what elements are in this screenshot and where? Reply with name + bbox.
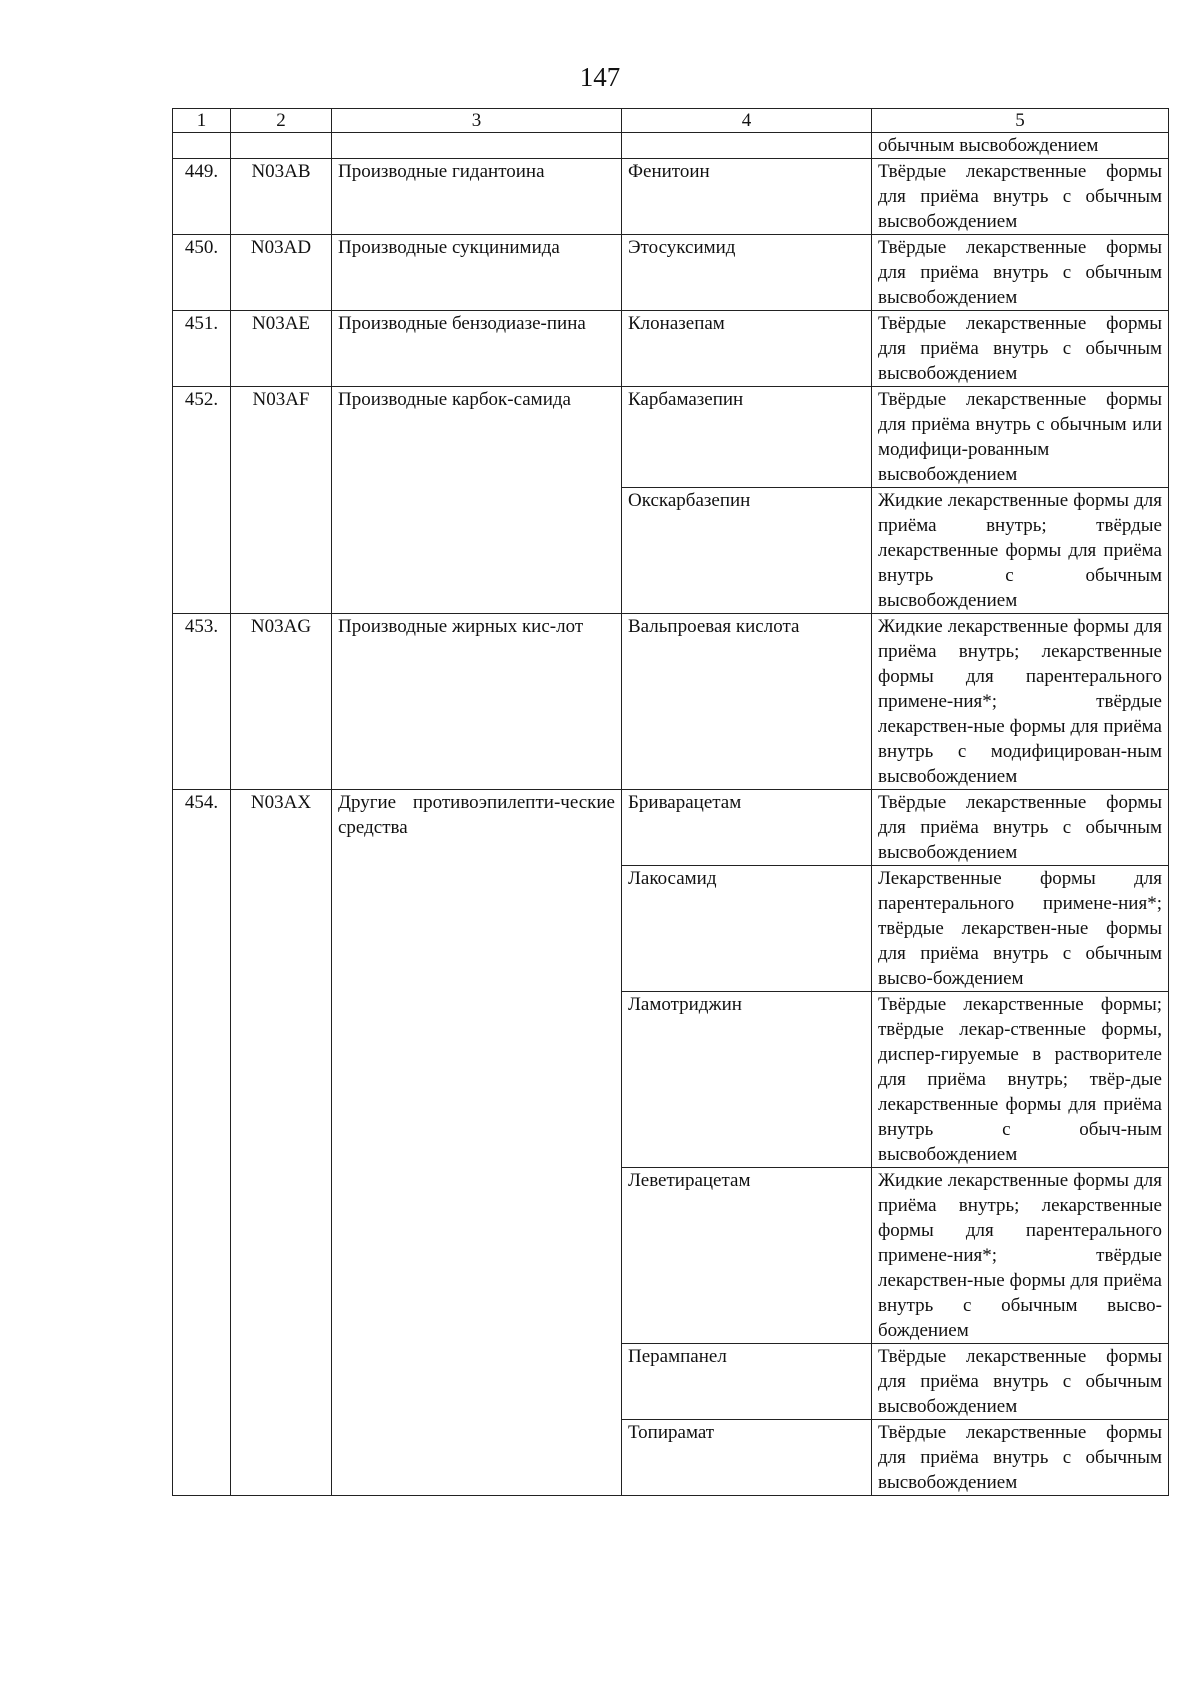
drug-name: Фенитоин xyxy=(622,159,872,235)
dosage-form: Твёрдые лекарственные формы для приёма внутрь с обычным высвобождением xyxy=(872,235,1169,311)
atc-code: N03AG xyxy=(231,614,332,790)
column-header: 1 xyxy=(173,109,231,133)
continuation-cell: обычным высвобождением xyxy=(872,133,1169,159)
row-number: 451. xyxy=(173,311,231,387)
page-number: 147 xyxy=(579,62,621,92)
dosage-form: Твёрдые лекарственные формы для приёма внутрь с обычным высвобождением xyxy=(872,311,1169,387)
row-number: 452. xyxy=(173,387,231,614)
drug-table xyxy=(172,108,1169,1496)
row-number: 449. xyxy=(173,159,231,235)
empty-cell xyxy=(332,133,622,159)
row-number: 453. xyxy=(173,614,231,790)
empty-cell xyxy=(173,133,231,159)
column-header: 2 xyxy=(231,109,332,133)
drug-name: Леветирацетам xyxy=(622,1168,872,1344)
drug-name: Вальпроевая кислота xyxy=(622,614,872,790)
column-header: 4 xyxy=(622,109,872,133)
dosage-form: Твёрдые лекарственные формы для приёма внутрь с обычным высвобождением xyxy=(872,790,1169,866)
row-number: 454. xyxy=(173,790,231,1496)
drug-name: Лакосамид xyxy=(622,866,872,992)
dosage-form: Твёрдые лекарственные формы для приёма внутрь с обычным высвобождением xyxy=(872,1344,1169,1420)
drug-name: Этосуксимид xyxy=(622,235,872,311)
empty-cell xyxy=(231,133,332,159)
header-row xyxy=(173,109,1169,133)
table-row xyxy=(173,614,1169,790)
dosage-form: Твёрдые лекарственные формы для приёма внутрь с обычным или модифици-рованным высвобождением xyxy=(872,387,1169,488)
drug-name: Ламотриджин xyxy=(622,992,872,1168)
dosage-form: Лекарственные формы для парентерального примене-ния*; твёрдые лекарствен-ные формы для приёма внутрь с обычным высво-бождением xyxy=(872,866,1169,992)
empty-cell xyxy=(622,133,872,159)
pharm-group: Производные сукцинимида xyxy=(332,235,622,311)
drug-name: Карбамазепин xyxy=(622,387,872,488)
pharm-group: Производные жирных кис-лот xyxy=(332,614,622,790)
dosage-form: Твёрдые лекарственные формы для приёма внутрь с обычным высвобождением xyxy=(872,159,1169,235)
table-row xyxy=(173,311,1169,387)
row-number: 450. xyxy=(173,235,231,311)
dosage-form: Жидкие лекарственные формы для приёма внутрь; лекарственные формы для парентерального примене-ния*; твёрдые лекарствен-ные формы для приёма внутрь с модифицирован-ным высвобождением xyxy=(872,614,1169,790)
atc-code: N03AB xyxy=(231,159,332,235)
table-row xyxy=(173,235,1169,311)
dosage-form: Жидкие лекарственные формы для приёма внутрь; твёрдые лекарственные формы для приёма внутрь с обычным высвобождением xyxy=(872,488,1169,614)
pharm-group: Другие противоэпилепти-ческие средства xyxy=(332,790,622,1496)
drug-name: Бриварацетам xyxy=(622,790,872,866)
drug-name: Клоназепам xyxy=(622,311,872,387)
drug-name: Перампанел xyxy=(622,1344,872,1420)
continuation-row xyxy=(173,133,1169,159)
atc-code: N03AX xyxy=(231,790,332,1496)
atc-code: N03AD xyxy=(231,235,332,311)
table-row xyxy=(173,159,1169,235)
dosage-form: Твёрдые лекарственные формы для приёма внутрь с обычным высвобождением xyxy=(872,1420,1169,1496)
pharm-group: Производные гидантоина xyxy=(332,159,622,235)
table-row xyxy=(173,790,1169,866)
drug-name: Топирамат xyxy=(622,1420,872,1496)
pharm-group: Производные карбок-самида xyxy=(332,387,622,614)
dosage-form: Твёрдые лекарственные формы; твёрдые лекар-ственные формы, диспер-гируемые в растворителе для приёма внутрь; твёр-дые лекарственные формы для приёма внутрь с обыч-ным высвобождением xyxy=(872,992,1169,1168)
dosage-form: Жидкие лекарственные формы для приёма внутрь; лекарственные формы для парентерального примене-ния*; твёрдые лекарствен-ные формы для приёма внутрь с обычным высво-бождением xyxy=(872,1168,1169,1344)
atc-code: N03AE xyxy=(231,311,332,387)
drug-name: Окскарбазепин xyxy=(622,488,872,614)
column-header: 5 xyxy=(872,109,1169,133)
atc-code: N03AF xyxy=(231,387,332,614)
table-row xyxy=(173,387,1169,488)
pharm-group: Производные бензодиазе-пина xyxy=(332,311,622,387)
column-header: 3 xyxy=(332,109,622,133)
